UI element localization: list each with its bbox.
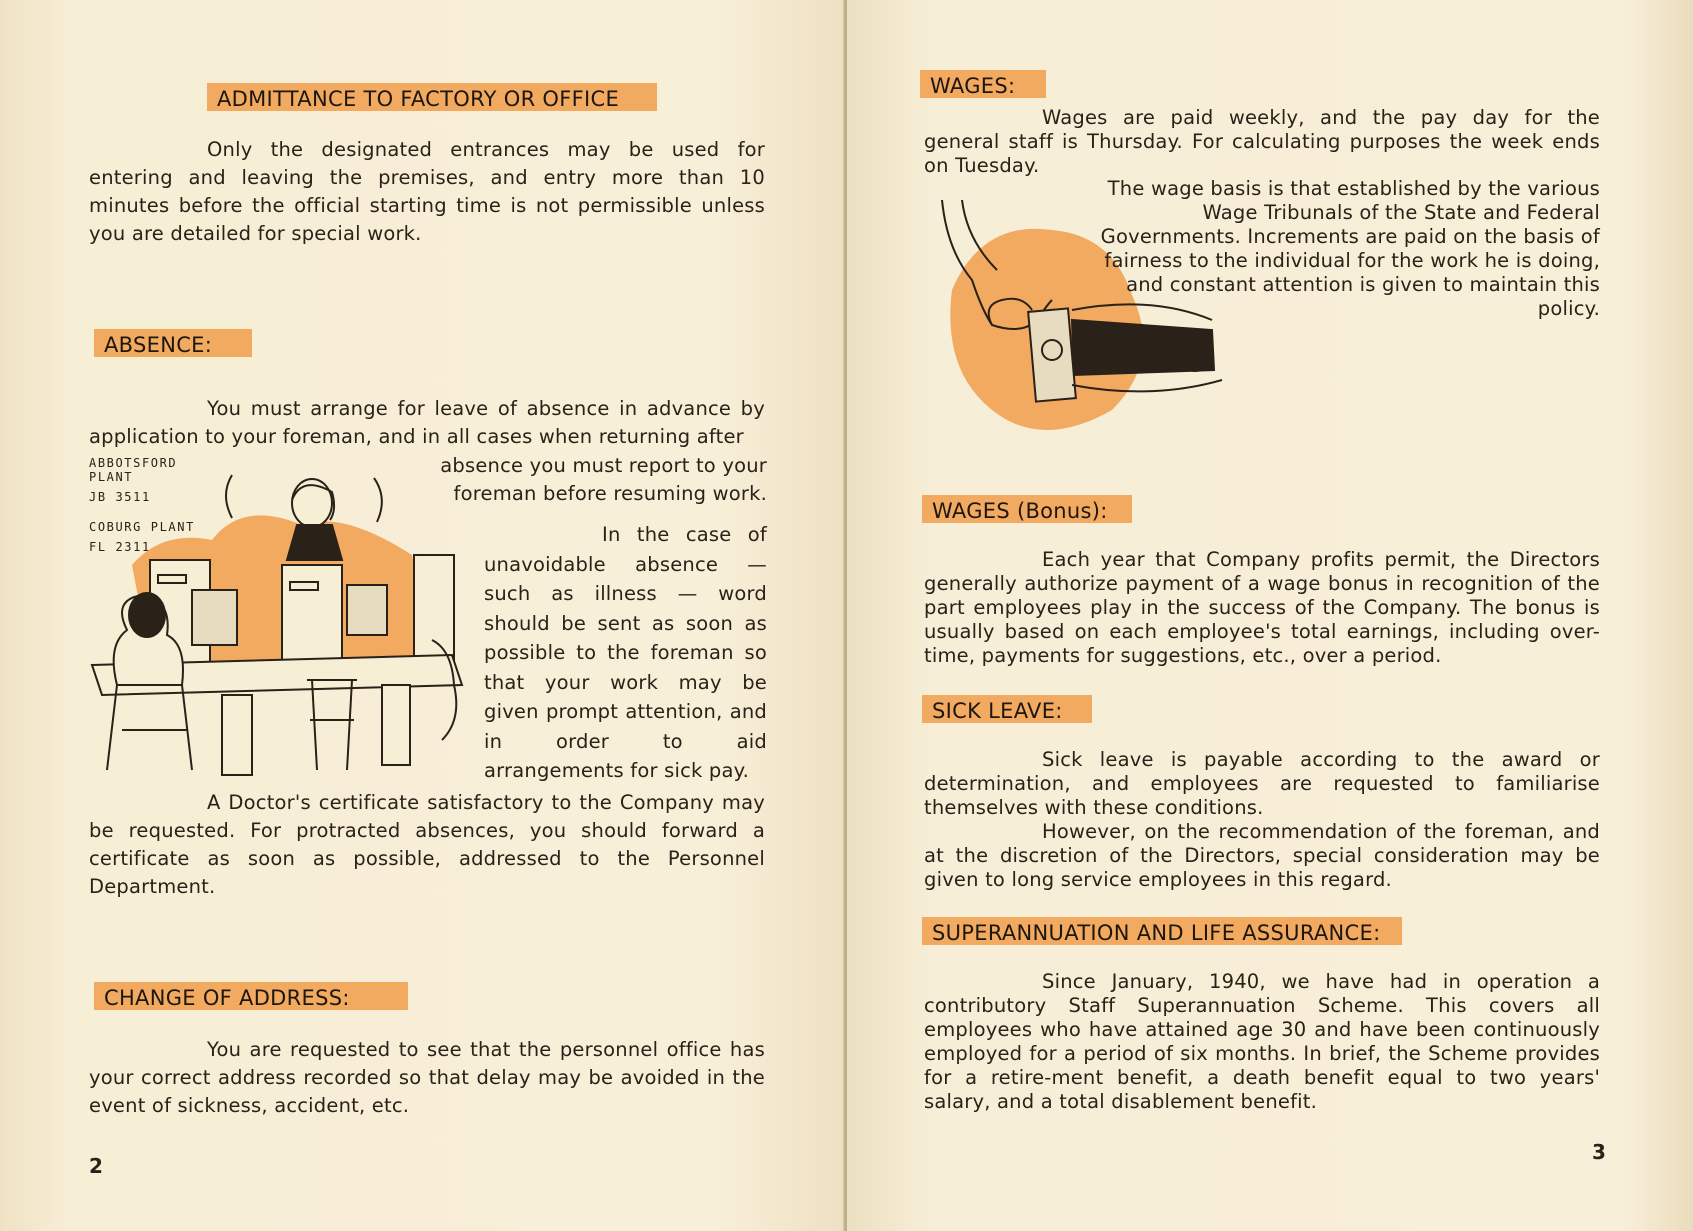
heading-superannuation: SUPERANNUATION AND LIFE ASSURANCE:	[922, 917, 1402, 945]
left-page	[0, 0, 845, 1231]
heading-change-of-address: CHANGE OF ADDRESS:	[94, 982, 408, 1010]
heading-wages-bonus: WAGES (Bonus):	[922, 495, 1132, 523]
heading-admittance: ADMITTANCE TO FACTORY OR OFFICE	[207, 83, 657, 111]
absence-text-2b: foreman before resuming work.	[453, 482, 767, 505]
absence-text-1: You must arrange for leave of absence in advance by application to your foreman, and in all cases when returning after	[89, 397, 765, 448]
wages-text-2: The wage basis is that established by the various Wage Tribunals of the State and Federal Governments. Increments are paid on the basis of fairness to the individual for the work he is doing, and constant attention is given to maintain this policy.	[1100, 177, 1600, 320]
right-page	[847, 0, 1693, 1231]
absence-text-2a: absence you must report to your	[440, 454, 767, 477]
superannuation-text: Since January, 1940, we have had in operation a contributory Staff Superannuation Scheme. This covers all employees who have attained age 30 and have been continuously employed for a period of six months. In brief, the Scheme provides for a retire-ment benefit, a death benefit equal to two years' salary, and a total disablement benefit.	[924, 970, 1600, 1113]
page-number-left: 2	[89, 1154, 103, 1178]
heading-absence: ABSENCE:	[94, 329, 252, 357]
wages-bonus-text: Each year that Company profits permit, the Directors generally authorize payment of a wage bonus in recognition of the part employees play in the success of the Company. The bonus is usually based on each employee's total earnings, including over-time, payments for suggestions, etc., over a period.	[924, 548, 1600, 667]
page-number-right: 3	[1592, 1140, 1606, 1164]
admittance-text: Only the designated entrances may be used for entering and leaving the premises, and entry more than 10 minutes before the official starting time is not permissible unless you are detailed for special work.	[89, 138, 765, 245]
sick-leave-text-1: Sick leave is payable according to the award or determination, and employees are requested to familiarise themselves with these conditions.	[924, 748, 1600, 819]
heading-wages: WAGES:	[920, 70, 1046, 98]
wages-text-1: Wages are paid weekly, and the pay day for the general staff is Thursday. For calculating purposes the week ends on Tuesday.	[924, 106, 1600, 177]
office-illustration	[92, 470, 462, 780]
sick-leave-text-2: However, on the recommendation of the foreman, and at the discretion of the Directors, special consideration may be given to long service employees in this regard.	[924, 820, 1600, 891]
heading-sick-leave: SICK LEAVE:	[922, 695, 1092, 723]
coburg-phone: FL 2311	[89, 540, 151, 554]
absence-text-3: In the case of unavoidable absence — such as illness — word should be sent as soon as possible to the foreman so that your work may be given prompt attention, and in order to aid arrangements for sick pay.	[484, 523, 767, 782]
change-of-address-text: You are requested to see that the personnel office has your correct address recorded so that delay may be avoided in the event of sickness, accident, etc.	[89, 1038, 765, 1117]
absence-text-2	[430, 452, 767, 508]
absence-text-4: A Doctor's certificate satisfactory to the Company may be requested. For protracted absences, you should forward a certificate as soon as possible, addressed to the Personnel Department.	[89, 791, 765, 898]
coburg-plant-name: COBURG PLANT	[89, 520, 195, 534]
abbotsford-phone: JB 3511	[89, 490, 151, 504]
abbotsford-plant-word: PLANT	[89, 470, 134, 484]
abbotsford-plant-name: ABBOTSFORD	[89, 456, 178, 470]
